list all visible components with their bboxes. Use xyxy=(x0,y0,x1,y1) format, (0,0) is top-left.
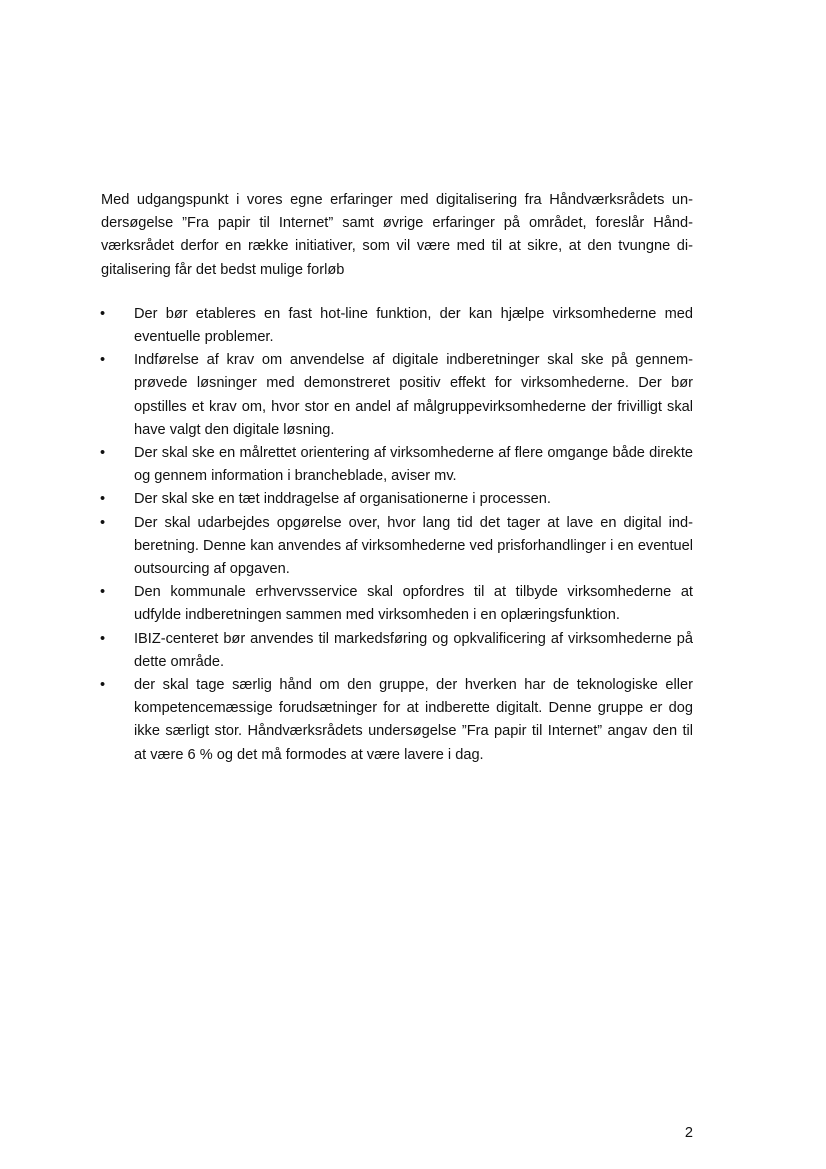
list-item-text: Der bør etableres en fast hot-line funktion, der kan hjælpe virksomhederne med eventuelle problemer. xyxy=(134,305,693,346)
bullet-icon: • xyxy=(100,514,106,531)
list-item xyxy=(101,512,693,582)
bullet-icon: • xyxy=(100,584,106,601)
page-number: 2 xyxy=(684,1125,693,1141)
page-body xyxy=(101,189,693,767)
intro-paragraph: Med udgangspunkt i vores egne erfaringer med digitalisering fra Håndværksrådets undersøgelse ”Fra papir til Internet” samt øvrige erfaringer på området, foreslår Håndværksrådet derfor en række initiativer, som vil være med til at sikre, at den tvungne digitalisering får det bedst mulige forløb xyxy=(101,192,693,278)
bullet-icon: • xyxy=(100,630,106,647)
bullet-icon: • xyxy=(100,305,106,322)
recommendation-list xyxy=(101,303,693,767)
list-item-text: Der skal ske en målrettet orientering af virksomhederne af flere omgange både direkte og gennem information i brancheblade, aviser mv. xyxy=(134,445,693,485)
list-item xyxy=(101,349,693,442)
list-item xyxy=(101,442,693,488)
list-item-text: Der skal ske en tæt inddragelse af organisationerne i processen. xyxy=(134,491,551,508)
list-item xyxy=(101,488,693,511)
list-item xyxy=(101,628,693,674)
bullet-icon: • xyxy=(100,491,106,508)
list-item-text: Indførelse af krav om anvendelse af digitale indberetninger skal ske på gennemprøvede løsninger med demonstreret positiv effekt for virksomhederne. Der bør opstilles et krav om, hvor stor en andel af målgruppevirksomhederne der frivilligt skal have valgt den digitale løsning. xyxy=(134,352,693,438)
list-item-text: Den kommunale erhvervsservice skal opfordres til at tilbyde virksomhederne at udfylde indberetningen sammen med virksomheden i en oplæringsfunktion. xyxy=(134,584,693,624)
list-item xyxy=(101,303,693,349)
list-item-text: Der skal udarbejdes opgørelse over, hvor lang tid det tager at lave en digital indberetning. Denne kan anvendes af virksomhederne ved prisforhandlinger i en eventuel outsourcing af opgaven. xyxy=(134,514,693,578)
list-item xyxy=(101,674,693,767)
bullet-icon: • xyxy=(100,445,106,462)
list-item-text: IBIZ-centeret bør anvendes til markedsføring og opkvalificering af virksomhederne på dette område. xyxy=(134,630,693,670)
bullet-icon: • xyxy=(100,352,106,369)
bullet-icon: • xyxy=(100,677,106,694)
list-item-text: der skal tage særlig hånd om den gruppe, der hverken har de teknologiske eller kompetencemæssige forudsætninger for at indberette digitalt. Denne gruppe er dog ikke særligt stor. Håndværksrådets undersøgelse ”Fra papir til Internet” angav den til at være 6 % og det må formodes at være lavere i dag. xyxy=(134,677,693,763)
list-item xyxy=(101,581,693,627)
